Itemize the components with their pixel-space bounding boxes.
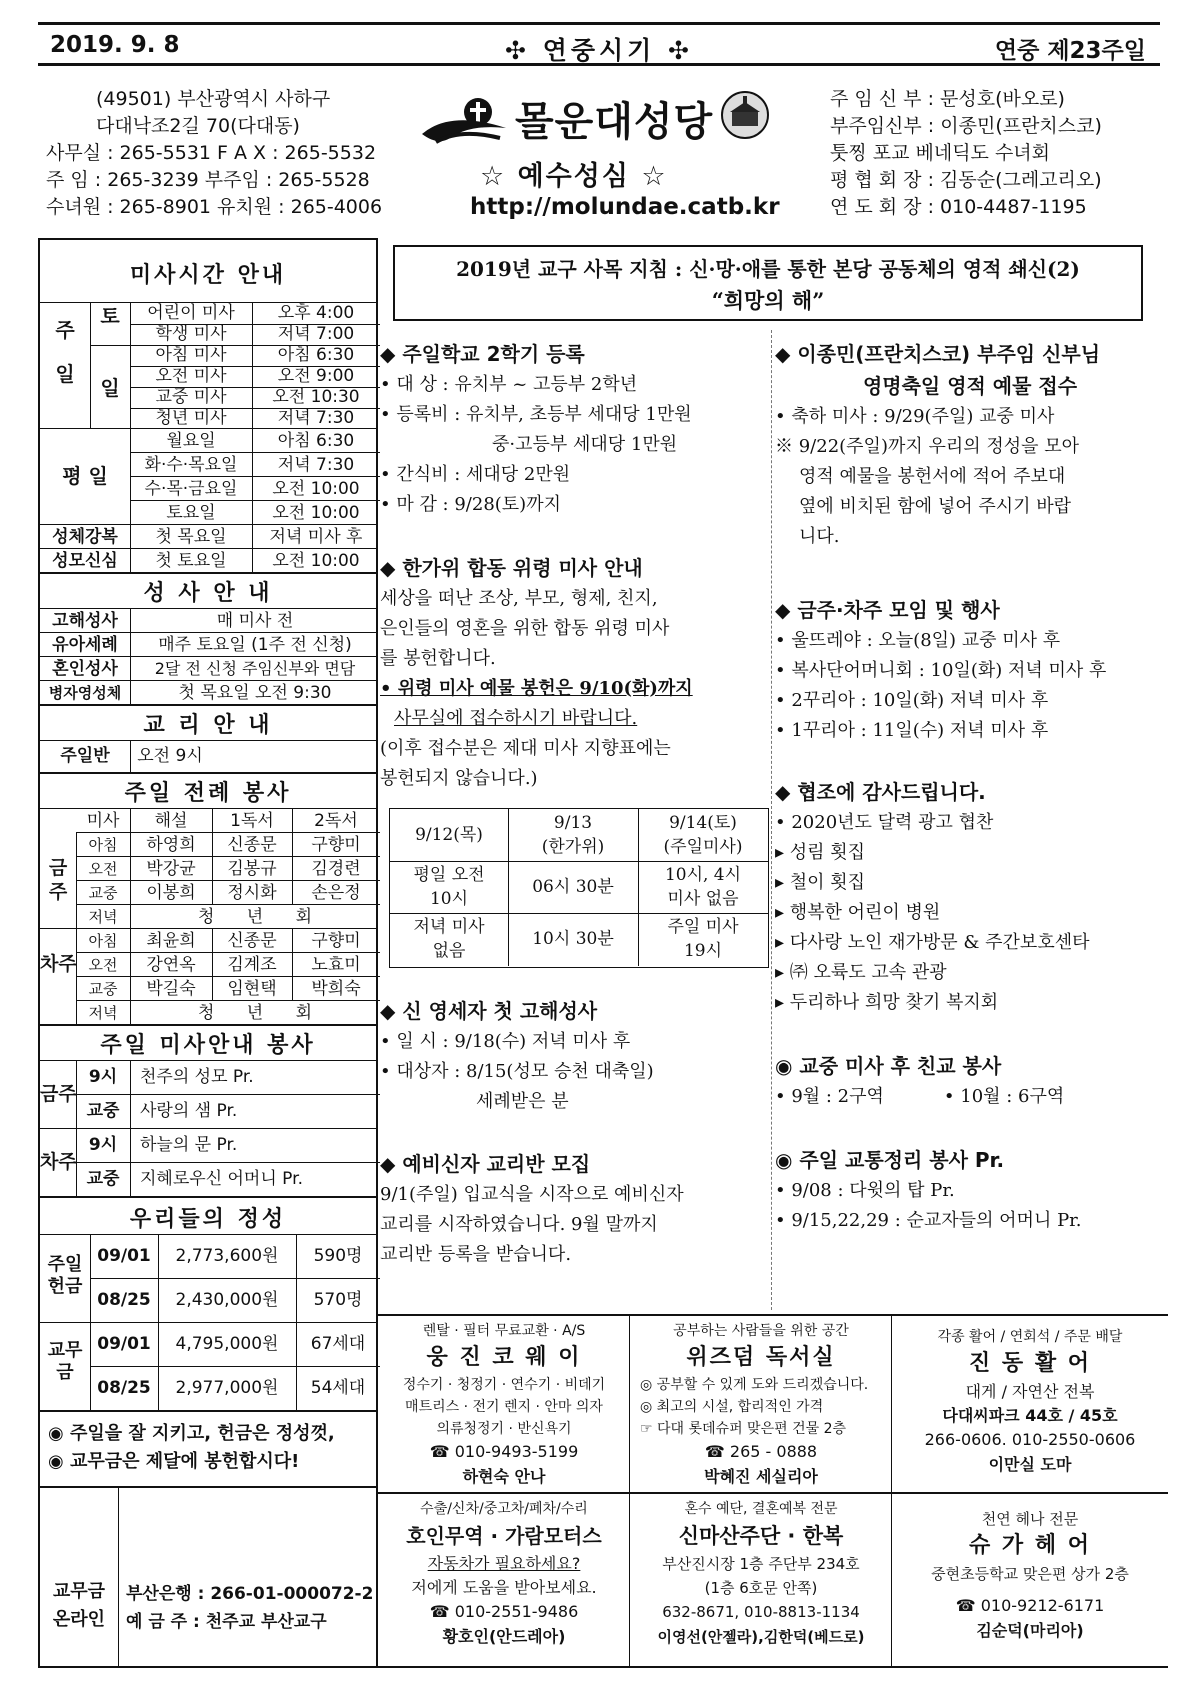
sacrament-label: 병자영성체 xyxy=(48,684,122,702)
notice-line: 옆에 비치된 함에 넣어 주시기 바랍 xyxy=(799,496,1072,517)
ad-name: 신마산주단 · 한복 xyxy=(678,1524,844,1548)
liturgy-reader1: 신종문 xyxy=(227,835,277,855)
ad-owner: 이만실 도마 xyxy=(988,1455,1072,1474)
liturgy-mass: 오전 xyxy=(88,860,118,878)
ad-line: 대게 / 자연산 전복 xyxy=(965,1382,1095,1401)
liturgy-mass: 오전 xyxy=(88,956,118,974)
ad-phone: ☎ 010-9493-5199 xyxy=(429,1442,579,1461)
liturgy-mass: 저녁 xyxy=(88,908,118,926)
notice-line: • 대 상 : 유치부 ~ 고등부 2학년 xyxy=(380,374,638,395)
notice-line: 세례받은 분 xyxy=(476,1091,569,1112)
notice-line: ▸ 성림 횟집 xyxy=(775,842,866,863)
mass-name: 토요일 xyxy=(166,503,216,523)
ad-line: 매트리스 · 전기 렌지 · 안마 의자 xyxy=(405,1399,603,1415)
liturgy-youth: 청 년 회 xyxy=(197,907,313,927)
saturday-label: 토 xyxy=(100,304,120,328)
notice-line: 은인들의 영혼을 위한 합동 위령 미사 xyxy=(380,618,670,639)
ad-line: 정수기 · 청정기 · 연수기 · 비데기 xyxy=(402,1377,606,1393)
ad-category: 공부하는 사람들을 위한 공간 xyxy=(673,1323,849,1339)
guide-mass: 교중 xyxy=(86,1169,120,1189)
notice-title: ◆ 협조에 감사드립니다. xyxy=(775,780,986,804)
thanks-notice xyxy=(775,776,1165,1018)
church-emblem-icon xyxy=(420,94,510,150)
sacrament-value: 첫 목요일 오전 9:30 xyxy=(178,683,332,703)
offering-amount: 4,795,000원 xyxy=(175,1334,279,1354)
sacrament-value: 매주 토요일 (1주 전 신청) xyxy=(158,635,352,655)
notice-title: ◆ 한가위 합동 위령 미사 안내 xyxy=(380,556,643,580)
address-line: 다대낙조2길 70(다대동) xyxy=(96,115,300,137)
ad-line: ☞ 다대 롯데슈퍼 맞은편 건물 2층 xyxy=(640,1421,846,1437)
mass-name: 오전 미사 xyxy=(155,366,227,386)
ad-line: 저에게 도움을 받아보세요. xyxy=(411,1578,597,1597)
sacrament-value: 2달 전 신청 주임신부와 면담 xyxy=(154,659,356,678)
ad-hoin-garam xyxy=(380,1498,628,1666)
this-week-label: 금주 xyxy=(48,857,68,903)
fellowship-notice xyxy=(775,1050,1165,1112)
feast-day-notice xyxy=(775,338,1165,552)
liturgy-header: 미사 xyxy=(86,811,120,831)
church-contact xyxy=(46,86,406,221)
liturgical-week: 연중 제23주일 xyxy=(994,38,1146,64)
clergy-line: 주 임 신 부 : 문성호(바오로) xyxy=(830,88,1065,110)
traffic-notice xyxy=(775,1144,1165,1236)
church-website-link[interactable]: http://molundae.catb.kr xyxy=(470,194,780,220)
liturgy-header: 1독서 xyxy=(230,811,274,831)
liturgy-header: 2독서 xyxy=(314,811,358,831)
ad-line: ◎ 최고의 시설, 합리적인 가격 xyxy=(640,1399,824,1415)
schedule-cell: 10시 xyxy=(429,889,469,909)
offering-count: 570명 xyxy=(313,1290,363,1310)
notice-line: • 위령 미사 예물 봉헌은 9/10(화)까지 xyxy=(380,678,693,699)
online-label: 교무금 xyxy=(52,1581,106,1602)
issue-date: 2019. 9. 8 xyxy=(50,32,180,58)
notice-line: • 등록비 : 유치부, 초등부 세대당 1만원 xyxy=(380,404,692,425)
notice-line: • 일 시 : 9/18(수) 저녁 미사 후 xyxy=(380,1031,631,1052)
mass-name: 수·목·금요일 xyxy=(144,479,238,499)
guide-mass: 9시 xyxy=(88,1135,118,1155)
offering-notice: ◉ 교무금은 제달에 봉헌합시다! xyxy=(48,1451,300,1472)
meetings-notice xyxy=(775,594,1165,746)
ad-phone: 632-8671, 010-8813-1134 xyxy=(662,1603,860,1621)
eucharist-time: 저녁 미사 후 xyxy=(269,527,363,547)
notice-title: ◆ 주일학교 2학기 등록 xyxy=(380,342,585,366)
ad-phone: ☎ 010-2551-9486 xyxy=(429,1602,579,1621)
notice-line: • 9/08 : 다윗의 탑 Pr. xyxy=(775,1180,955,1201)
guide-group: 천주의 성모 Pr. xyxy=(140,1067,254,1087)
ad-line: 부산진시장 1층 주단부 234호 xyxy=(662,1555,860,1573)
notice-line: 교리를 시작하였습니다. 9월 말까지 xyxy=(380,1214,658,1235)
schedule-cell: 06시 30분 xyxy=(532,877,614,897)
liturgy-reader2: 구향미 xyxy=(311,931,361,951)
mary-devotion-time: 오전 10:00 xyxy=(272,551,360,571)
ad-category: 혼수 예단, 결혼예복 전문 xyxy=(684,1501,838,1517)
clergy-line: 연 도 회 장 : 010-4487-1195 xyxy=(830,196,1087,218)
ad-wisdom-study xyxy=(632,1320,890,1490)
offering-count: 67세대 xyxy=(310,1334,366,1354)
liturgy-reader1: 김계조 xyxy=(227,955,277,975)
mary-devotion-label: 성모신심 xyxy=(52,551,118,571)
schedule-cell: 10시, 4시 xyxy=(664,865,742,885)
liturgy-commentator: 하영희 xyxy=(146,835,196,855)
church-building-icon xyxy=(720,90,770,140)
liturgy-commentator: 강연옥 xyxy=(146,955,196,975)
ad-phone: 266-0606. 010-2550-0606 xyxy=(924,1430,1136,1449)
offering-amount: 2,977,000원 xyxy=(175,1378,279,1398)
mass-name: 아침 미사 xyxy=(155,345,227,365)
ad-category: 각종 활어 / 연회석 / 주문 배달 xyxy=(937,1329,1123,1345)
ad-phone: ☎ 265 - 0888 xyxy=(704,1442,818,1461)
weekday-label: 평 일 xyxy=(62,464,108,488)
ad-category: 천연 헤나 전문 xyxy=(981,1510,1079,1528)
schedule-header: 9/13 xyxy=(553,813,593,833)
notice-line: 9/1(주일) 입교식을 시작으로 예비신자 xyxy=(380,1184,684,1205)
column-divider xyxy=(771,330,772,1310)
notice-line: • 축하 미사 : 9/29(주일) 교중 미사 xyxy=(775,406,1055,427)
liturgy-commentator: 박길숙 xyxy=(146,979,196,999)
ad-sinmasan-hanbok xyxy=(632,1498,890,1666)
liturgy-youth: 청 년 회 xyxy=(197,1003,313,1023)
liturgy-mass: 교중 xyxy=(88,980,118,998)
liturgy-reader2: 손은정 xyxy=(311,883,361,903)
mass-time: 오전 10:00 xyxy=(272,479,360,499)
liturgy-commentator: 이봉희 xyxy=(146,883,196,903)
phone-line: 주 임 : 265-3239 부주임 : 265-5528 xyxy=(46,169,370,191)
ad-line: 다대씨파크 44호 / 45호 xyxy=(942,1406,1118,1425)
phone-line: 사무실 : 265-5531 F A X : 265-5532 xyxy=(46,142,377,164)
mass-time: 저녁 7:00 xyxy=(277,324,355,344)
mass-name: 교중 미사 xyxy=(155,387,227,407)
notice-line: 세상을 떠난 조상, 부모, 형제, 친지, xyxy=(380,588,658,609)
schedule-header: (주일미사) xyxy=(663,837,743,857)
offering-amount: 2,430,000원 xyxy=(175,1290,279,1310)
notice-line: 봉헌되지 않습니다.) xyxy=(380,768,538,789)
schedule-header: (한가위) xyxy=(541,837,605,857)
offering-count: 54세대 xyxy=(310,1378,366,1398)
ad-line: 중현초등학교 맞은편 상가 2층 xyxy=(931,1565,1129,1583)
notice-line: 사무실에 접수하시기 바랍니다. xyxy=(394,708,638,729)
ad-line: ◎ 공부할 수 있게 도와 드리겠습니다. xyxy=(640,1377,869,1393)
notice-line: ▸ 행복한 어린이 병원 xyxy=(775,902,941,923)
schedule-header: 9/14(토) xyxy=(669,813,737,833)
advertisement-grid xyxy=(378,1314,1168,1668)
liturgy-mass: 아침 xyxy=(88,932,118,950)
notice-line: 니다. xyxy=(799,526,840,547)
clergy-line: 부주임신부 : 이종민(프란치스코) xyxy=(830,115,1102,137)
pastoral-guideline-banner xyxy=(393,245,1143,321)
clergy-list xyxy=(830,86,1160,221)
offering-title: 우리들의 정성 xyxy=(129,1207,287,1232)
schedule-cell: 19시 xyxy=(683,941,723,961)
mass-time: 아침 6:30 xyxy=(277,431,355,451)
banner-line: 2019년 교구 사목 지침 : 신·망·애를 통한 본당 공동체의 영적 쇄신(2) xyxy=(456,257,1080,281)
liturgy-header: 해설 xyxy=(154,811,188,831)
eucharist-day: 첫 목요일 xyxy=(155,527,227,547)
notice-line: 교리반 등록을 받습니다. xyxy=(380,1244,572,1265)
ad-owner: 이영선(안젤라),김한덕(베드로) xyxy=(657,1628,865,1646)
eucharist-label: 성체강복 xyxy=(52,527,118,547)
guide-mass: 9시 xyxy=(88,1067,118,1087)
memorial-mass-notice xyxy=(380,552,770,794)
notice-line: ※ 9/22(주일)까지 우리의 정성을 모아 xyxy=(775,436,1080,457)
mass-name: 화·수·목요일 xyxy=(144,455,238,475)
mass-time: 아침 6:30 xyxy=(277,345,355,365)
top-bar xyxy=(38,22,1160,66)
mary-devotion-day: 첫 토요일 xyxy=(155,551,227,571)
sacrament-label: 유아세례 xyxy=(52,635,118,655)
mass-time: 오전 10:30 xyxy=(272,387,360,407)
mass-time: 오후 4:00 xyxy=(277,303,355,323)
notice-title: ◆ 예비신자 교리반 모집 xyxy=(380,1152,591,1176)
ad-jindong-fish xyxy=(894,1326,1166,1490)
liturgy-commentator: 최윤희 xyxy=(146,931,196,951)
liturgy-commentator: 박강균 xyxy=(146,859,196,879)
notice-line: 를 봉헌합니다. xyxy=(380,648,496,669)
ad-category: 수출/신차/중고차/폐차/수리 xyxy=(420,1501,588,1517)
ad-coway xyxy=(380,1320,628,1490)
mass-time: 오전 9:00 xyxy=(277,366,355,386)
ad-name: 슈 가 헤 어 xyxy=(969,1533,1091,1558)
sunday-day-label: 일 xyxy=(100,376,120,400)
guide-group: 하늘의 문 Pr. xyxy=(140,1135,238,1155)
mass-times-title: 미사시간 안내 xyxy=(129,263,287,288)
sacrament-value: 매 미사 전 xyxy=(216,611,294,631)
liturgy-mass: 저녁 xyxy=(88,1004,118,1022)
schedule-cell: 10시 30분 xyxy=(532,929,614,949)
church-due-label: 교무금 xyxy=(47,1340,83,1383)
sacrament-title: 성 사 안 내 xyxy=(143,581,273,606)
ad-name: 위즈덤 독서실 xyxy=(686,1345,836,1370)
notice-line: ▸ ㈜ 오륙도 고속 관광 xyxy=(775,962,947,983)
sunday-label: 일 xyxy=(55,362,75,386)
notice-line: • 9월 : 2구역 • 10월 : 6구역 xyxy=(775,1086,1065,1107)
offering-date: 09/01 xyxy=(97,1246,151,1266)
ad-name: 웅 진 코 웨 이 xyxy=(426,1345,582,1370)
offering-date: 08/25 xyxy=(97,1290,151,1310)
mass-time: 저녁 7:30 xyxy=(277,408,355,428)
clergy-line: 툿찡 포교 베네딕도 수녀회 xyxy=(830,142,1051,164)
liturgy-mass: 아침 xyxy=(88,836,118,854)
notice-line: (이후 접수분은 제대 미사 지향표에는 xyxy=(380,738,671,759)
notice-title: 영명축일 영적 예물 접수 xyxy=(862,374,1078,398)
offering-date: 08/25 xyxy=(97,1378,151,1398)
schedule-cell: 미사 없음 xyxy=(667,889,739,909)
offering-notice: ◉ 주일을 잘 지키고, 헌금은 정성껏, xyxy=(48,1423,335,1444)
liturgy-reader2: 구향미 xyxy=(311,835,361,855)
mass-time: 오전 10:00 xyxy=(272,503,360,523)
sunday-label: 주 xyxy=(55,318,75,342)
guide-group: 지혜로우신 어머니 Pr. xyxy=(140,1169,303,1189)
catechism-label: 주일반 xyxy=(60,746,110,766)
catechism-title: 교 리 안 내 xyxy=(143,713,273,738)
notice-line: • 1꾸리아 : 11일(수) 저녁 미사 후 xyxy=(775,720,1049,741)
notice-title: ◆ 이종민(프란치스코) 부주임 신부님 xyxy=(775,342,1101,366)
notice-line: • 2020년도 달력 광고 협찬 xyxy=(775,812,994,833)
liturgy-reader1: 임현택 xyxy=(227,979,277,999)
liturgy-reader1: 신종문 xyxy=(227,931,277,951)
banner-line: “희망의 해” xyxy=(711,288,825,313)
liturgy-reader1: 정시화 xyxy=(227,883,277,903)
liturgy-title: 주일 전례 봉사 xyxy=(124,781,292,806)
schedule-header: 9/12(목) xyxy=(415,825,483,845)
liturgical-season: ✣ 연중시기 ✣ xyxy=(505,36,693,65)
liturgy-reader1: 김봉규 xyxy=(227,859,277,879)
account-holder: 예 금 주 : 천주교 부산교구 xyxy=(126,1612,327,1632)
liturgy-reader2: 박희숙 xyxy=(311,979,361,999)
clergy-line: 평 협 회 장 : 김동순(그레고리오) xyxy=(830,169,1102,191)
ad-category: 렌탈 · 필터 무료교환 · A/S xyxy=(422,1323,586,1339)
liturgy-mass: 교중 xyxy=(88,884,118,902)
offering-count: 590명 xyxy=(313,1246,363,1266)
ad-line: 자동차가 필요하세요? xyxy=(427,1554,581,1573)
notice-line: • 간식비 : 세대당 2만원 xyxy=(380,464,571,485)
offering-date: 09/01 xyxy=(97,1334,151,1354)
schedule-cell: 주일 미사 xyxy=(667,917,739,937)
church-logo-block xyxy=(420,90,780,220)
sunday-offering-label: 주일 헌금 xyxy=(47,1254,83,1297)
offering-amount: 2,773,600원 xyxy=(175,1246,279,1266)
mass-name: 월요일 xyxy=(166,431,216,451)
notice-title: ◉ 교중 미사 후 친교 봉사 xyxy=(775,1054,1002,1078)
church-motto: ☆ 예수성심 ☆ xyxy=(480,161,668,192)
mass-name: 어린이 미사 xyxy=(147,303,235,323)
sacrament-label: 혼인성사 xyxy=(52,659,118,679)
notice-title: ◆ 신 영세자 첫 고해성사 xyxy=(380,999,598,1023)
notice-line: • 울뜨레야 : 오늘(8일) 교중 미사 후 xyxy=(775,630,1061,651)
mass-name: 청년 미사 xyxy=(155,408,227,428)
ad-phone: ☎ 010-9212-6171 xyxy=(955,1596,1105,1615)
notice-line: • 복사단어머니회 : 10일(화) 저녁 미사 후 xyxy=(775,660,1107,681)
first-confession-notice xyxy=(380,995,770,1117)
next-week-label: 차주 xyxy=(40,1151,77,1173)
sunday-school-notice xyxy=(380,338,770,520)
notice-line: ▸ 다사랑 노인 재가방문 & 주간보호센타 xyxy=(775,932,1090,953)
notice-line: • 마 감 : 9/28(토)까지 xyxy=(380,494,561,515)
mass-name: 학생 미사 xyxy=(155,324,227,344)
left-info-column xyxy=(38,238,378,1668)
guide-mass: 교중 xyxy=(86,1101,120,1121)
this-week-label: 금주 xyxy=(40,1083,77,1105)
notice-line: 중·고등부 세대당 1만원 xyxy=(492,434,678,455)
catechumen-notice xyxy=(380,1148,770,1270)
schedule-cell: 저녁 미사 xyxy=(413,917,485,937)
notice-line: • 9/15,22,29 : 순교자들의 어머니 Pr. xyxy=(775,1210,1082,1231)
address-line: (49501) 부산광역시 사하구 xyxy=(96,88,331,110)
ad-owner: 하현숙 안나 xyxy=(462,1467,546,1486)
ad-sugar-hair xyxy=(894,1508,1166,1666)
online-label: 온라인 xyxy=(52,1609,106,1630)
ad-name: 호인무역 · 가람모터스 xyxy=(406,1524,602,1548)
ad-owner: 김순덕(마리아) xyxy=(976,1621,1084,1640)
bank-account: 부산은행 : 266-01-000072-2 xyxy=(126,1584,374,1604)
ad-line: 의류청정기 · 반신욕기 xyxy=(436,1421,572,1437)
schedule-cell: 평일 오전 xyxy=(413,865,485,885)
schedule-cell: 없음 xyxy=(432,941,466,961)
notice-line: 영적 예물을 봉헌서에 적어 주보대 xyxy=(799,466,1066,487)
holiday-schedule-table xyxy=(389,808,769,968)
church-name: 몰운대성당 xyxy=(515,99,714,145)
notice-line: ▸ 두리하나 희망 찾기 복지회 xyxy=(775,992,999,1013)
mass-guide-title: 주일 미사안내 봉사 xyxy=(100,1033,316,1058)
phone-line: 수녀원 : 265-8901 유치원 : 265-4006 xyxy=(46,196,383,218)
ad-owner: 박혜진 세실리아 xyxy=(704,1467,818,1486)
notice-line: ▸ 철이 횟집 xyxy=(775,872,866,893)
sacrament-label: 고해성사 xyxy=(52,611,118,631)
notice-title: ◉ 주일 교통정리 봉사 Pr. xyxy=(775,1148,1005,1172)
catechism-value: 오전 9시 xyxy=(137,746,203,766)
ad-owner: 황호인(안드레아) xyxy=(442,1627,566,1646)
guide-group: 사랑의 샘 Pr. xyxy=(140,1101,238,1121)
ad-line: (1층 6호문 안쪽) xyxy=(704,1579,818,1597)
notice-line: • 대상자 : 8/15(성모 승천 대축일) xyxy=(380,1061,654,1082)
ad-name: 진 동 활 어 xyxy=(969,1351,1091,1376)
mass-time: 저녁 7:30 xyxy=(277,455,355,475)
liturgy-reader2: 노효미 xyxy=(311,955,361,975)
notice-title: ◆ 금주·차주 모임 및 행사 xyxy=(775,598,1000,622)
notice-line: • 2꾸리아 : 10일(화) 저녁 미사 후 xyxy=(775,690,1049,711)
next-week-label: 차주 xyxy=(40,953,77,975)
liturgy-reader2: 김경련 xyxy=(311,859,361,879)
